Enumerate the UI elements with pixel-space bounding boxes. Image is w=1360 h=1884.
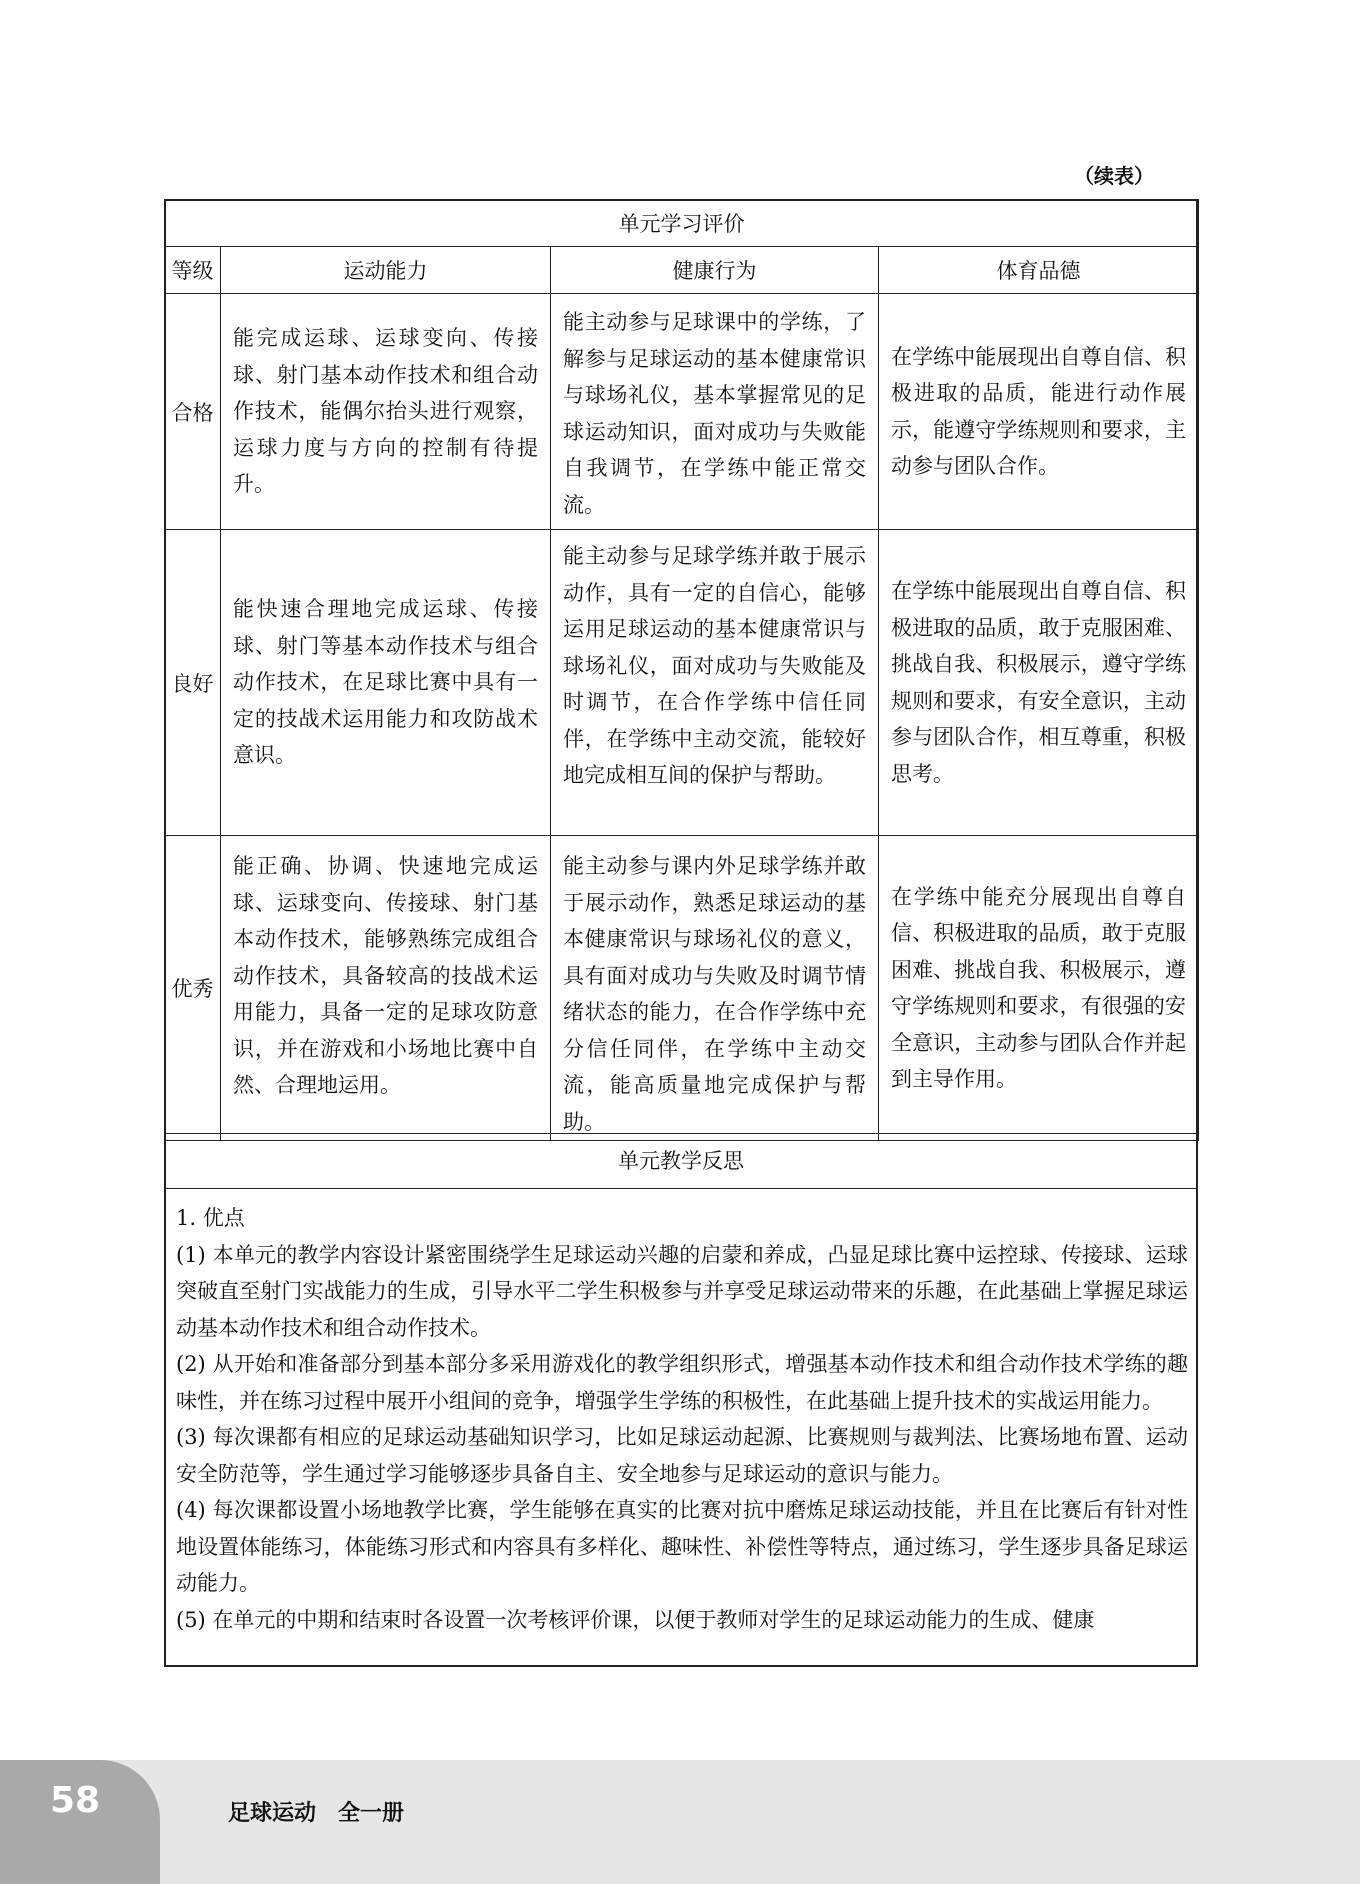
health-behavior-cell: 能主动参与足球学练并敢于展示动作，具有一定的自信心，能够运用足球运动的基本健康常识与球场礼仪，面对成功与失败能及时调节，在合作学练中信任同伴，在学练中主动交流，能较好地完成相互间的保护与帮助。	[551, 530, 879, 836]
page-number: 58	[49, 1780, 101, 1821]
reflection-body	[176, 1200, 1188, 1638]
reflection-heading: 1. 优点	[176, 1206, 245, 1230]
sports-morality-cell: 在学练中能展现出自尊自信、积极进取的品质，能进行动作展示，能遵守学练规则和要求，主动参与团队合作。	[879, 294, 1199, 530]
grade-label: 良好	[165, 530, 221, 836]
header-grade: 等级	[165, 247, 221, 294]
reflection-section-title: 单元教学反思	[164, 1133, 1198, 1189]
table-row-good	[165, 530, 1199, 836]
header-sports-morality: 体育品德	[879, 247, 1199, 294]
grade-label: 优秀	[165, 836, 221, 1141]
table-row-pass	[165, 294, 1199, 530]
health-behavior-cell: 能主动参与课内外足球学练并敢于展示动作，熟悉足球运动的基本健康常识与球场礼仪的意义，具有面对成功与失败及时调节情绪状态的能力，在合作学练中充分信任同伴，在学练中主动交流，能高质量地完成保护与帮助。	[551, 836, 879, 1141]
header-health-behavior: 健康行为	[551, 247, 879, 294]
reflection-item: (5) 在单元的中期和结束时各设置一次考核评价课，以便于教师对学生的足球运动能力的生成、健康	[176, 1607, 1095, 1632]
reflection-item: (1) 本单元的教学内容设计紧密围绕学生足球运动兴趣的启蒙和养成，凸显足球比赛中运控球、传接球、运球突破直至射门实战能力的生成，引导水平二学生积极参与并享受足球运动带来的乐趣，在此基础上掌握足球运动基本动作技术和组合动作技术。	[176, 1242, 1188, 1340]
health-behavior-cell: 能主动参与足球课中的学练，了解参与足球运动的基本健康常识与球场礼仪，基本掌握常见的足球运动知识，面对成功与失败能自我调节，在学练中能正常交流。	[551, 294, 879, 530]
sports-morality-cell: 在学练中能展现出自尊自信、积极进取的品质，敢于克服困难、挑战自我、积极展示，遵守学练规则和要求，有安全意识，主动参与团队合作，相互尊重，积极思考。	[879, 530, 1199, 836]
reflection-item: (4) 每次课都设置小场地教学比赛，学生能够在真实的比赛对抗中磨炼足球运动技能，并且在比赛后有针对性地设置体能练习，体能练习形式和内容具有多样化、趣味性、补偿性等特点，通过练习，学生逐步具备足球运动能力。	[176, 1498, 1188, 1595]
motor-ability-cell: 能完成运球、运球变向、传接球、射门基本动作技术和组合动作技术，能偶尔抬头进行观察，运球力度与方向的控制有待提升。	[221, 294, 551, 530]
reflection-item: (3) 每次课都有相应的足球运动基础知识学习，比如足球运动起源、比赛规则与裁判法、比赛场地布置、运动安全防范等，学生通过学习能够逐步具备自主、安全地参与足球运动的意识与能力。	[176, 1425, 1188, 1486]
motor-ability-cell: 能快速合理地完成运球、传接球、射门等基本动作技术与组合动作技术，在足球比赛中具有一定的技战术运用能力和攻防战术意识。	[221, 530, 551, 836]
table-row-excellent	[165, 836, 1199, 1141]
grade-label: 合格	[165, 294, 221, 530]
continued-label: （续表）	[1074, 164, 1154, 188]
motor-ability-cell: 能正确、协调、快速地完成运球、运球变向、传接球、射门基本动作技术，能够熟练完成组合动作技术，具备较高的技战术运用能力，具备一定的足球攻防意识，并在游戏和小场地比赛中自然、合理地运用。	[221, 836, 551, 1141]
sports-morality-cell: 在学练中能充分展现出自尊自信、积极进取的品质，敢于克服困难、挑战自我、积极展示，遵守学练规则和要求，有很强的安全意识，主动参与团队合作并起到主导作用。	[879, 836, 1199, 1141]
evaluation-section-title: 单元学习评价	[165, 200, 1199, 247]
footer-bar	[0, 1760, 1360, 1884]
reflection-item: (2) 从开始和准备部分到基本部分多采用游戏化的教学组织形式，增强基本动作技术和组合动作技术学练的趣味性，并在练习过程中展开小组间的竞争，增强学生学练的积极性，在此基础上提升技术的实战运用能力。	[176, 1352, 1188, 1413]
book-title: 足球运动 全一册	[228, 1801, 405, 1826]
evaluation-table	[164, 199, 1199, 1141]
page-number-tab	[0, 1760, 160, 1884]
header-motor-ability: 运动能力	[221, 247, 551, 294]
